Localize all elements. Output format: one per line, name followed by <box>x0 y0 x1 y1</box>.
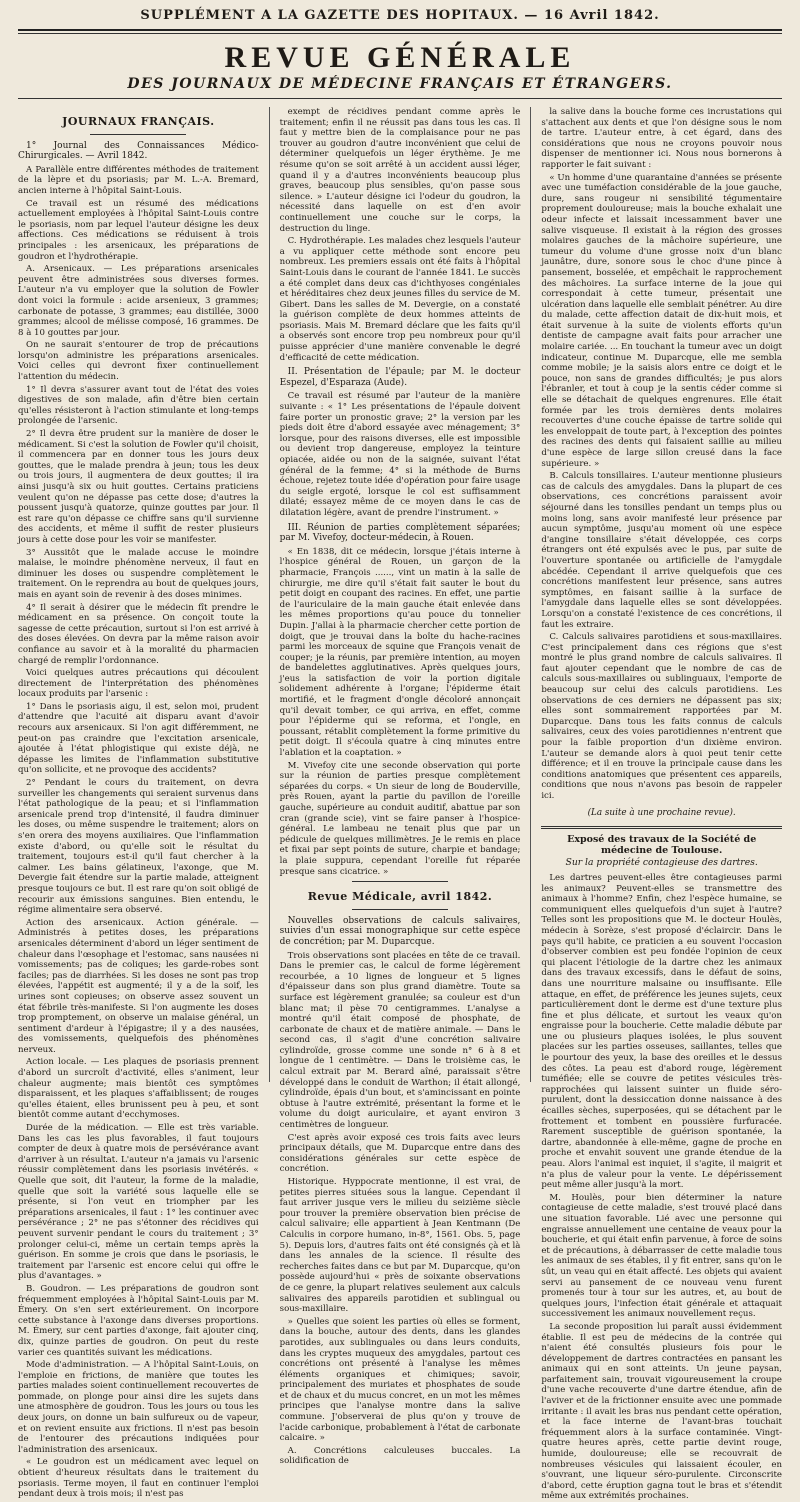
paragraph: Action des arsenicaux. Action générale. — Administrés à petites doses, les préparations arsenicales déterminent d'abord un léger sentiment de chaleur dans l'œsophage et l'estomac, sans nausées ni vomissements; pas de coliques; les garde-robes sont faciles; pas de diarrhées. Si les doses ne sont pas trop élevées, l'appétit est augmenté; il y a de la soif, les urines sont copieuses; on observe assez souvent un état fébrile très-manifeste. Si l'on augmente les doses trop promptement, on observe un malaise général, un sentiment d'ardeur à l'épigastre; il y a des nausées, des vomissements, quelquefois des phénomènes nerveux. <box>18 917 259 1055</box>
col1-body <box>18 165 259 1500</box>
col3-body-a <box>541 107 782 802</box>
section-title-revue-medicale: Revue Médicale, avril 1842. <box>307 890 493 904</box>
paragraph: 4° Il serait à désirer que le médecin fît prendre le médicament en sa présence. On conçoit toute la sagesse de cette précaution, surtout si l'on est arrivé à des doses élevées. On devra par la même raison avoir confiance au savoir et à la moralité du pharmacien chargé de remplir l'ordonnance. <box>18 602 259 666</box>
col2-body-b <box>280 391 521 518</box>
paragraph: Action locale. — Les plaques de psoriasis prennent d'abord un surcroît d'activité, elles s'animent, leur chaleur augmente; mais bientôt ces symptômes disparaissent, et les plaques s'affaiblissent; de rouges qu'elles étaient, elles brunissent peu à peu, et sont bientôt comme autant d'ecchymoses. <box>18 1057 259 1121</box>
title-rule <box>18 98 782 99</box>
paragraph: B. Calculs tonsillaires. L'auteur mentionne plusieurs cas de calculs des amygdales. Dans la plupart de ces observations, ces concrétions paraissent avoir séjourné dans les tonsilles pendant un temps plus ou moins long, sans avoir manifesté leur présence par aucun symptôme, jusqu'au moment où une espèce d'angine tonsillaire s'était développée, ces corps étrangers ont été expulsés avec le pus, par suite de l'ouverture spontanée ou artificielle de l'amygdale abcédée. Cependant il arrive quelquefois que ces concrétions manifestent leur présence, sans autres symptômes, en faisant saillie à la surface de l'amygdale dans laquelle elles se sont développées. Lorsqu'on a constaté l'existence de ces concrétions, il faut les extraire. <box>541 471 782 630</box>
col2-body-a <box>280 107 521 363</box>
toulouse-heading <box>541 835 782 869</box>
paragraph: Voici quelques autres précautions qui découlent directement de l'interprétation des phénomènes locaux produits par l'arsenic : <box>18 668 259 700</box>
section-divider <box>352 881 448 882</box>
section-title-journaux-francais: JOURNAUX FRANÇAIS. <box>62 115 215 128</box>
paragraph: Mode d'administration. — A l'hôpital Saint-Louis, on l'emploie en frictions, de manière que toutes les parties malades soient continuellement recouvertes de pommade, on plonge pour ainsi dire les sujets dans une atmosphère de goudron. Tous les jours ou tous les deux jours, on donne un bain sulfureux ou de vapeur, et on revient ensuite aux frictions. Il n'est pas besoin de l'entourer des précautions indiquées pour l'administration des arsenicaux. <box>18 1360 259 1455</box>
toulouse-subtitle: Sur la propriété contagieuse des dartres. <box>565 857 758 869</box>
paragraph: C. Calculs salivaires parotidiens et sous-maxillaires. C'est principalement dans ces régions que s'est montré le plus grand nombre de calculs salivaires. Il faut ajouter cependant que le nombre de cas de calculs sous-maxillaires ou sublinguaux, l'emporte de beaucoup sur celui des calculs parotidiens. Les observations de ces derniers ne dépassent pas six; elles sont sommairement rapportées par M. Duparcque. Dans tous les faits connus de calculs salivaires, ceux des voies parotidiennes n'entrent que pour la faible proportion d'un dixième environ. L'auteur se demande alors à quoi peut tenir cette différence; et il en trouve la principale cause dans les conditions anatomiques que présentent ces appareils, conditions que nous n'avons pas besoin de rappeler ici. <box>541 632 782 801</box>
paragraph: A. Arsenicaux. — Les préparations arsenicales peuvent être administrées sous diverses formes. L'auteur n'a vu employer que la solution de Fowler dont voici la formule : acide arsenieux, 3 grammes; carbonate de potasse, 3 grammes; eau distillée, 3000 grammes; alcool de mélisse composé, 16 grammes. De 8 à 10 gouttes par jour. <box>18 264 259 338</box>
top-rule <box>18 29 782 31</box>
col3-body-b <box>541 873 782 1502</box>
paragraph: 1° Il devra s'assurer avant tout de l'état des voies digestives de son malade, afin d'être bien certain qu'elles résisteront à l'action stimulante et long-temps prolongée de l'arsenic. <box>18 384 259 427</box>
paragraph: Les dartres peuvent-elles être contagieuses parmi les animaux? Peuvent-elles se transmettre des animaux à l'homme? Enfin, chez l'espèce humaine, se communiquent elles quelquefois d'un sujet à l'autre? Telles sont les propositions que M. le docteur Houlès, médecin à Sorèze, s'est proposé d'éclaircir. Dans le pays qu'il habite, ce praticien a eu souvent l'occasion d'observer combien est peu fondée l'opinion de ceux qui placent l'étiologie de la dartre chez les animaux dans des travaux excessifs, dans le défaut de soins, dans une nourriture malsaine ou insuffisante. Elle attaque, en effet, de préférence les jeunes sujets, ceux particulièrement dont le derme est d'une texture plus fine et plus délicate, et surtout les veaux qu'on engraisse pour la boucherie. Cette maladie débute par une ou plusieurs plaques isolées, le plus souvent placées sur les parties osseuses, saillantes, telles que le pourtour des yeux, la base des oreilles et le dessus des côtes. La peau est d'abord rouge, légèrement tuméfiée; elle se couvre de petites vésicules très-rapprochées qui laissent suinter un fluide séro-purulent, dont la dessiccation donne naissance à des écailles sèches, superposées, qui se détachent par le frottement et tombent en poussière furfuracée. Rarement susceptible de guérison spontanée, la dartre, abandonnée à elle-même, gagne de proche en proche et envahit souvent une grande étendue de la peau. Alors l'animal est inquiet, il s'agite, il maigrit et n'a plus de valeur pour la vente. Le dépérissement peut même aller jusqu'à la mort. <box>541 872 782 1191</box>
masthead: SUPPLÉMENT A LA GAZETTE DES HOPITAUX. — 16 Avril 1842. <box>140 8 660 23</box>
column-3 <box>541 107 782 1502</box>
column-2 <box>279 107 521 1467</box>
column-divider <box>269 107 270 1082</box>
item-title-calculs: Nouvelles observations de calculs salivaires, suivies d'un essai monographique sur cette espèce de concrétion; par M. Duparcque. <box>279 915 521 947</box>
paragraph: Ce travail est résumé par l'auteur de la manière suivante : « 1° Les présentations de l'épaule doivent faire porter un pronostic grave; 2° la version par les pieds doit être d'abord essayée avec ménagement; 3° lorsque, pour des raisons diverses, elle est impossible ou devient trop dangereuse, employez la teinture opiacée, aidée ou non de la saignée, suivant l'état général de la femme; 4° si la méthode de Burns échoue, rejetez toute idée d'opération pour faire usage du seigle ergoté, lorsque le col est suffisamment dilaté; essayez même de ce moyen dans le cas de dilatation légère, avant de prendre l'instrument. » <box>279 391 521 518</box>
paragraph: M. Vivefoy cite une seconde observation qui porte sur la réunion de parties presque complètement séparées du corps. « Un sieur de long de Bouderville, près Rouen, ayant la partie du pavillon de l'oreille gauche, supérieure au conduit auditif, abattue par son cran (grande scie), vint se faire panser à l'hospice-général. Le lambeau ne tenait plus que par un pédicule de quelques millimètres. Je le remis en place et fixai par sept points de suture, charpie et bandage; la plaie suppura, cependant l'oreille fut réparée presque sans cicatrice. » <box>279 760 521 877</box>
column-divider <box>530 107 531 1082</box>
col2-body-c <box>280 547 521 877</box>
paragraph: Trois observations sont placées en tête de ce travail. Dans le premier cas, le calcul de forme légèrement recourbée, a 10 lignes de longueur et 5 lignes d'épaisseur dans son plus grand diamètre. Toute sa surface est légèrement granulée; sa couleur est d'un blanc mat; il pèse 70 centigrammes. L'analyse a montré qu'il était composé de phosphate, de carbonate de chaux et de matière animale. — Dans le second cas, il s'agit d'une concrétion salivaire cylindroïde, grosse comme une sonde n° 6 à 8 et longue de 1 centimètre. — Dans le troisième cas, le calcul extrait par M. Berard aîné, paraissait s'être développé dans le conduit de Warthon; il était allongé, cylindroïde, épais d'un bout, et s'amincissant en pointe obtuse à l'autre extrémité, présentant la forme et le volume du doigt auriculaire, et ayant environ 3 centimètres de longueur. <box>279 950 521 1131</box>
paragraph: A. Concrétions calculeuses buccales. La solidification de <box>279 1445 521 1467</box>
section-divider <box>352 909 448 910</box>
paragraph: » Quelles que soient les parties où elles se forment, dans la bouche, autour des dents, dans les glandes parotides, aux sublinguales ou dans leurs conduits, dans les cryptes muqueux des amygdales, partout ces concrétions ont présenté à l'analyse les mêmes éléments organiques et chimiques; savoir, principalement des muriates et phosphates de soude et de chaux et du mucus concret, en un mot les mêmes principes que l'analyse montre dans la salive commune. J'observerai de plus qu'on y trouve de l'acide carbonique, probablement à l'état de carbonate calcaire. » <box>279 1316 521 1444</box>
paragraph: 3° Aussitôt que le malade accuse le moindre malaise, le moindre phénomène nerveux, il faut en diminuer les doses ou suspendre complètement le traitement. On le reprendra au bout de quelques jours, mais en ayant soin de revenir à des doses minimes. <box>18 547 259 600</box>
col2-body-d <box>280 951 521 1468</box>
paragraph: Historique. Hyppocrate mentionne, il est vrai, de petites pierres situées sous la langue. Cependant il faut arriver jusque vers le milieu du seizième siècle pour trouver la première observation bien précise de calcul salivaire; elle appartient à Jean Kentmann (De Calculis in corpore humano, in-8°, 1561. Obs. 5, page 5). Depuis lors, d'autres faits ont été consignés çà et là dans les annales de la science. Il résulte des recherches faites dans ce but par M. Duparcque, qu'on possède aujourd'hui « près de soixante observations de ce genre, la plupart relatives seulement aux calculs salivaires des appareils parotidien et sublingual ou sous-maxillaire. <box>279 1177 521 1315</box>
columns <box>18 107 782 1502</box>
column-1 <box>18 107 259 1500</box>
paragraph: Durée de la médication. — Elle est très variable. Dans les cas les plus favorables, il faut toujours compter de deux à quatre mois de persévérance avant d'arriver à un résultat. L'auteur n'a jamais vu l'arsenic réussir complètement dans les psoriasis invétérés. « Quelle que soit, dit l'auteur, la forme de la maladie, quelle que soit la variété sous laquelle elle se présente, si l'on veut en triompher par les préparations arsenicales, il faut : 1° les continuer avec persévérance ; 2° ne pas s'étonner des récidives qui peuvent survenir pendant le cours du traitement ; 3° prolonger celui-ci, même un certain temps après la guérison. En somme je crois que dans le psoriasis, le traitement par l'arsenic est encore celui qui offre le plus d'avantages. » <box>18 1123 259 1282</box>
item-title: 1° Journal des Connaissances Médico-Chirurgicales. — Avril 1842. <box>18 140 259 162</box>
section-divider-double <box>541 826 782 829</box>
toulouse-title: Exposé des travaux de la Société de médecine de Toulouse. <box>567 834 757 856</box>
page-subtitle: DES JOURNAUX DE MÉDECINE FRANÇAIS ET ÉTRANGERS. <box>127 76 673 92</box>
paragraph: 2° Il devra être prudent sur la manière de doser le médicament. Si c'est la solution de Fowler qu'il choisit, il commencera par en donner tous les jours deux gouttes, que le malade prendra à jeun; tous les deux ou trois jours, il augmentera de deux gouttes; il ira ainsi jusqu'à six ou huit gouttes. Certains praticiens veulent qu'on ne dépasse pas cette dose; d'autres la poussent jusqu'à quatorze, quinze gouttes par jour. Il est rare qu'on dépasse ce chiffre sans qu'il survienne des accidents, et même il suffit de rester plusieurs jours à cette dose pour les voir se manifester. <box>18 429 259 545</box>
item-title-epaule: II. Présentation de l'épaule; par M. le docteur Espezel, d'Esparaza (Aude). <box>279 367 521 388</box>
suite-note: (La suite à une prochaine revue). <box>587 807 736 818</box>
title-block <box>18 34 782 96</box>
paragraph: A Parallèle entre différentes méthodes de traitement de la lèpre et du psoriasis; par M. L.-A. Bremard, ancien interne à l'hôpital Saint-Louis. <box>18 164 259 196</box>
paragraph: C. Hydrothérapie. Les malades chez lesquels l'auteur a vu appliquer cette méthode sont encore peu nombreux. Les premiers essais ont été faits à l'hôpital Saint-Louis dans le courant de l'année 1841. Le succès a été complet dans deux cas d'ichthyoses congéniales et héréditaires chez deux jeunes filles du service de M. Gibert. Dans les salles de M. Devergie, on a constaté la guérison complète de deux hommes atteints de psoriasis. Mais M. Bremard déclare que les faits qu'il a observés sont encore trop peu nombreux pour qu'il puisse apprécier d'une manière convenable le degré d'efficacité de cette médication. <box>279 236 521 363</box>
paragraph: M. Houlès, pour bien déterminer la nature contagieuse de cette maladie, s'est trouvé placé dans une situation favorable. Lié avec une personne qui engraisse annuellement une centaine de veaux pour la boucherie, et qui était enfin parvenue, à force de soins et de précautions, à débarrasser de cette maladie tous les animaux de ses étables, il y fit entrer, sans qu'on le sût, un veau qui en était affecté. Les objets qui avaient servi au pansement de ce nouveau venu furent promenés tour à tour sur les autres, et, au bout de quelques jours, l'infection était générale et attaquait successivement les animaux nouvellement reçus. <box>541 1192 782 1320</box>
paragraph: la salive dans la bouche forme ces incrustations qui s'attachent aux dents et que l'on désigne sous le nom de tartre. L'auteur entre, à cet égard, dans des considérations que nous ne croyons pouvoir nous dispenser de mentionner ici. Nous nous bornerons à rapporter le fait suivant : <box>541 107 782 170</box>
paragraph: 2° Pendant le cours du traitement, on devra surveiller les changements qui seraient survenus dans l'état pathologique de la peau; et si l'inflammation arsenicale prend trop d'intensité, il faudra diminuer les doses, ou même suspendre le traitement; alors on s'en orera des moyens auxiliaires. Que l'inflammation existe d'abord, ou qu'elle soit le résultat du traitement, toujours est-il qu'il faut chercher à la calmer. Les bains gélatineux, l'axonge, que M. Devergie fait étendre sur la partie malade, atteignent presque toujours ce but. Il est rare qu'on soit obligé de recourir aux émissions sanguines. Bien entendu, le régime alimentaire sera observé. <box>18 778 259 916</box>
item-title-reunion: III. Réunion de parties complètement séparées; par M. Vivefoy, docteur-médecin, à Rouen. <box>279 522 521 544</box>
page-title: REVUE GÉNÉRALE <box>224 41 576 74</box>
section-divider <box>90 134 186 135</box>
paragraph: Ce travail est un résumé des médications actuellement employées à l'hôpital Saint-Louis contre le psoriasis, nom par lequel l'auteur désigne les deux affections. Ces médications se réduisent à trois principales : les arsenicaux, les préparations de goudron et l'hydrothérapie. <box>18 198 259 262</box>
paragraph: On ne saurait s'entourer de trop de précautions lorsqu'on administre les préparations arsenicales. Voici celles qui devront fixer continuellement l'attention du médecin. <box>18 340 259 383</box>
paragraph: « Un homme d'une quarantaine d'années se présente avec une tuméfaction considérable de la joue gauche, dure, sans rougeur ni sensibilité tégumentaire proprement douloureuse; mais la bouche exhalait une odeur infecte et laissait incessamment baver une salive visqueuse. Il existait à la région des grosses molaires gauches de la mâchoire supérieure, une tumeur du volume d'une grosse noix d'un blanc jaunâtre, dure, sonore sous le choc d'une pince à pansement, bosselée, et empêchait le rapprochement des mâchoires. La surface interne de la joue qui correspondait à cette tumeur, présentait une ulcération dans laquelle elle semblait pénétrer. Au dire du malade, cette affection datait de dix-huit mois, et était survenue à la suite de violents efforts qu'un dentiste de campagne avait faits pour arracher une molaire cariée. ... En touchant la tumeur avec un doigt indicateur, continue M. Duparcque, elle me sembla comme mobile; je la saisis alors entre ce doigt et le pouce, non sans de grandes difficultés; je pus alors l'ébranler, et tout à coup je la sentis céder comme si elle se détachait de quelques engrenures. Elle était formée par les trois dernières dents molaires recouvertes d'une couche épaisse de tartre solide qui les enveloppait de toute part, à l'exception des pointes des racines des dents qui faisaient saillie au milieu d'une espèce de large sillon creusé dans la face supérieure. » <box>541 172 782 469</box>
paragraph: C'est après avoir exposé ces trois faits avec leurs principaux détails, que M. Duparcque entre dans des considérations générales sur cette espèce de concrétion. <box>279 1132 521 1175</box>
paragraph: « Le goudron est un médicament avec lequel on obtient d'heureux résultats dans le traitement du psoriasis. Terme moyen, il faut en continuer l'emploi pendant deux à trois mois; il n'est pas <box>18 1457 259 1500</box>
paragraph: « En 1838, dit ce médecin, lorsque j'étais interne à l'hospice général de Rouen, un garçon de la pharmacie, François ......, vint un matin à la salle de chirurgie, me dire qu'il s'était fait sauter le bout du petit doigt en coupant des racines. En effet, une partie de l'auriculaire de la main gauche était enlevée dans les mêmes proportions qu'au pouce du tonnelier Dupin. J'allai à la pharmacie chercher cette portion de doigt, que je trouvai dans la boîte du hache-racines parmi les morceaux de squine que François venait de couper; je la réunis, par première intention, au moyen de bandelettes agglutinatives. Après quelques jours, j'eus la satisfaction de voir la portion digitale solidement adhérente à l'organe; l'épiderme était mortifié, et le fragment d'ongle décoloré annonçait qu'il devait tomber, ce qui arriva, en effet, comme pour l'épiderme qui se reforma, et l'ongle, en poussant, rétablit complètement la forme primitive du petit doigt. Il s'écoula quatre à cinq minutes entre l'ablation et la coaptation. » <box>279 546 521 759</box>
paragraph: La seconde proposition lui paraît aussi évidemment établie. Il est peu de médecins de la contrée qui n'aient été consultés plusieurs fois pour le développement de dartres contractées en pansant les animaux qui en sont atteints. Un jeune paysan, parfaitement sain, trouvait vigoureusement la croupe d'une vache recouverte d'une dartre étendue, afin de l'aviver et de la frictionner ensuite avec une pommade irritante : il avait les bras nus pendant cette opération, et la face interne de l'avant-bras touchait fréquemment alors à la surface contaminée. Vingt-quatre heures après, cette partie devint rouge, humide, douloureuse; elle se recouvrait de nombreuses vésicules qui laissaient écouler, en s'ouvrant, une liqueur séro-purulente. Circonscrite d'abord, cette éruption gagna tout le bras et s'étendit même aux extrémités prochaines. <box>541 1321 782 1502</box>
paragraph: exempt de récidives pendant comme après le traitement; enfin il ne réussit pas dans tous les cas. Il faut y mettre bien de la complaisance pour ne pas trouver au goudron d'autre inconvénient que celui de déterminer quelquefois un léger érythème. Je me résume qu'on se soit arrêté à un accident aussi léger, quand il y a d'autres inconvénients beaucoup plus graves, beaucoup plus sensibles, qu'on passe sous silence. » L'auteur désigne ici l'odeur du goudron, la nécessité dans laquelle on est d'en avoir continuellement une couche sur le corps, la destruction du linge. <box>279 107 521 234</box>
paragraph: B. Goudron. — Les préparations de goudron sont fréquemment employées à l'hôpital Saint-Louis par M. Émery. On s'en sert extérieurement. On incorpore cette substance à l'axonge dans diverses proportions. M. Émery, sur cent parties d'axonge, fait ajouter cinq, dix, quinze parties de goudron. On peut du reste varier ces quantités suivant les médications. <box>18 1283 259 1358</box>
paragraph: 1° Dans le psoriasis aigu, il est, selon moi, prudent d'attendre que l'acuité ait disparu avant d'avoir recours aux arsenicaux. Si l'on agit différemment, ne peut-on pas craindre que l'excitation arsenicale, ajoutée à l'état phlogistique qui existe déjà, ne dépasse les limites de l'inflammation substitutive qu'on sollicite, et ne provoque des accidents? <box>18 701 259 776</box>
